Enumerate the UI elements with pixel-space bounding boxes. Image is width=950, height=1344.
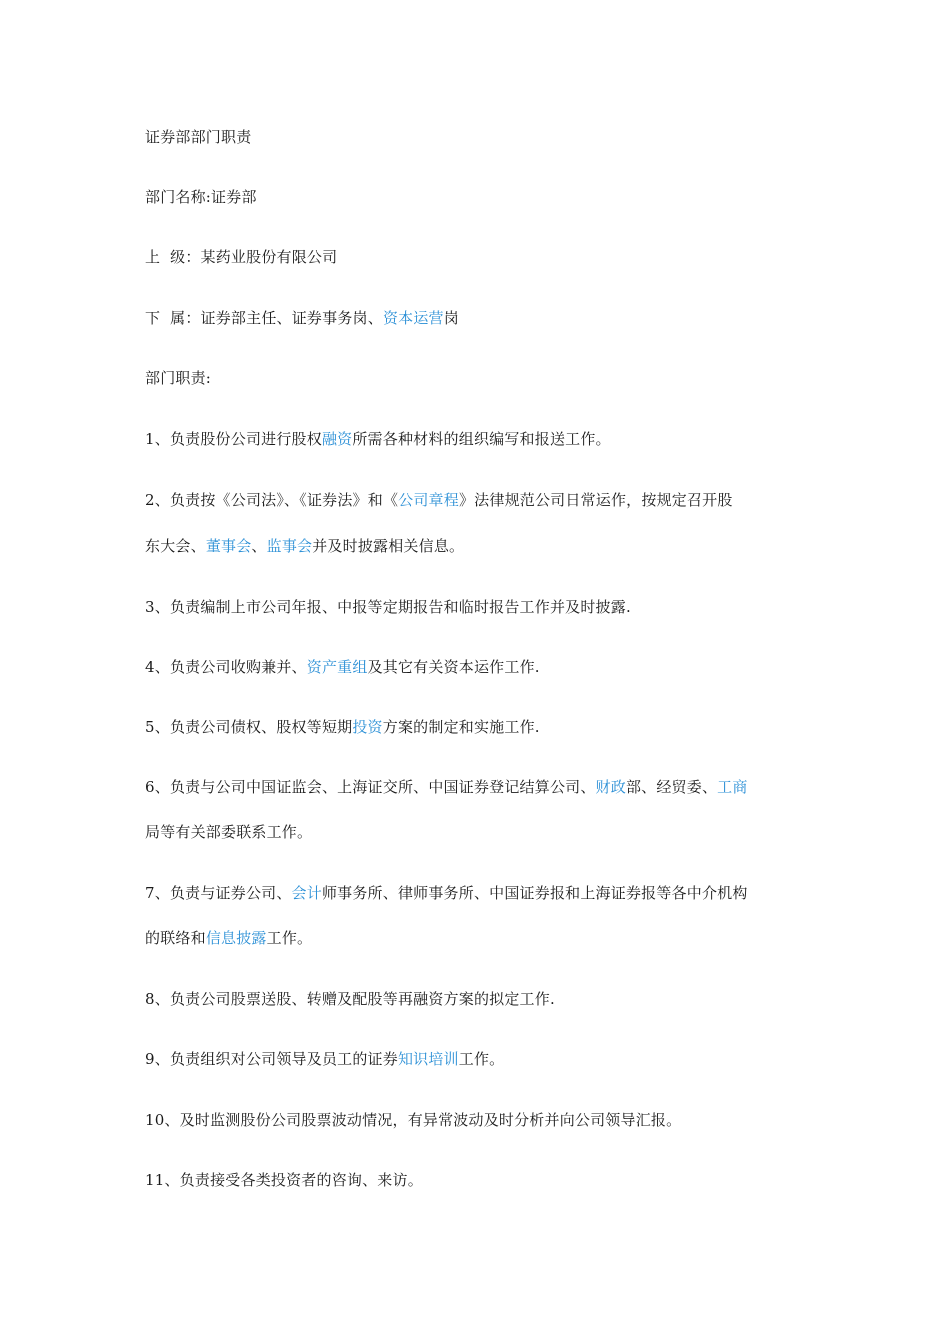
duty-9-text-b: 工作。 [458,1050,505,1068]
duties-heading [145,368,211,388]
duty-item-10 [145,1110,681,1130]
duty-1-text-a: 1、负责股份公司进行股权 [145,430,322,448]
document-title [145,127,251,147]
duty-2-text-e: 并及时披露相关信息。 [312,537,465,555]
asset-restructuring-link[interactable]: 资产重组 [306,658,368,676]
dept-name-line [145,187,257,207]
duty-11-text: 11、负责接受各类投资者的咨询、来访。 [145,1171,423,1189]
duty-item-2 [145,490,733,510]
capital-operation-link[interactable]: 资本运营 [382,309,444,327]
accounting-link[interactable]: 会计 [291,884,322,902]
duties-heading-text: 部门职责: [145,369,212,387]
duty-item-7 [145,883,748,903]
duty-3-text: 3、负责编制上市公司年报、中报等定期报告和临时报告工作并及时披露. [145,598,631,616]
subordinate-suffix: 岗 [443,309,459,327]
duty-7-text-a: 7、负责与证券公司、 [145,884,292,902]
duty-9-text-a: 9、负责组织对公司领导及员工的证券 [145,1050,398,1068]
duty-item-3 [145,597,631,617]
duty-item-6-continued [145,822,312,842]
duty-5-text-a: 5、负责公司债权、股权等短期 [145,718,353,736]
duty-6-text-b: 部、经贸委、 [625,778,718,796]
supervisory-board-link[interactable]: 监事会 [266,537,313,555]
duty-2-text-d: 、 [251,537,267,555]
duty-1-text-b: 所需各种材料的组织编写和报送工作。 [352,430,611,448]
duty-item-7-continued [145,928,312,948]
finance-link[interactable]: 财政 [595,778,626,796]
duty-6-text-a: 6、负责与公司中国证监会、上海证交所、中国证券登记结算公司、 [145,778,596,796]
duty-8-text: 8、负责公司股票送股、转赠及配股等再融资方案的拟定工作. [145,990,555,1008]
duty-4-text-b: 及其它有关资本运作工作. [367,658,540,676]
duty-item-11 [145,1170,423,1190]
duty-5-text-b: 方案的制定和实施工作. [382,718,540,736]
financing-link[interactable]: 融资 [321,430,353,448]
duty-2-text-a: 2、负责按《公司法》、《证券法》和《 [145,491,399,509]
dept-name-text: 部门名称:证券部 [145,188,257,206]
superior-line [145,247,337,267]
duty-7-text-c: 的联络和 [145,929,206,947]
duty-item-4 [145,657,540,677]
information-disclosure-link[interactable]: 信息披露 [205,929,267,947]
investment-link[interactable]: 投资 [352,718,383,736]
duty-item-9 [145,1049,504,1069]
subordinate-prefix: 下 属：证券部主任、证券事务岗、 [145,309,383,327]
subordinate-line [145,308,459,328]
duty-item-1 [145,429,611,449]
board-of-directors-link[interactable]: 董事会 [205,537,252,555]
duty-item-5 [145,717,540,737]
duty-6-text-c: 局等有关部委联系工作。 [145,823,313,841]
duty-10-text: 10、及时监测股份公司股票波动情况，有异常波动及时分析并向公司领导汇报。 [145,1111,682,1129]
superior-text: 上 级：某药业股份有限公司 [145,248,338,266]
industry-commerce-link[interactable]: 工商 [717,778,748,796]
knowledge-training-link[interactable]: 知识培训 [397,1050,459,1068]
duty-2-text-c: 东大会、 [145,537,206,555]
duty-7-text-b: 师事务所、律师事务所、中国证券报和上海证券报等各中介机构 [321,884,748,902]
duty-item-6 [145,777,748,797]
duty-item-8 [145,989,555,1009]
company-charter-link[interactable]: 公司章程 [398,491,459,509]
title-text: 证券部部门职责 [145,128,252,146]
duty-2-text-b: 》法律规范公司日常运作，按规定召开股 [458,491,733,509]
duty-4-text-a: 4、负责公司收购兼并、 [145,658,307,676]
duty-7-text-d: 工作。 [266,929,313,947]
duty-item-2-continued [145,536,464,556]
